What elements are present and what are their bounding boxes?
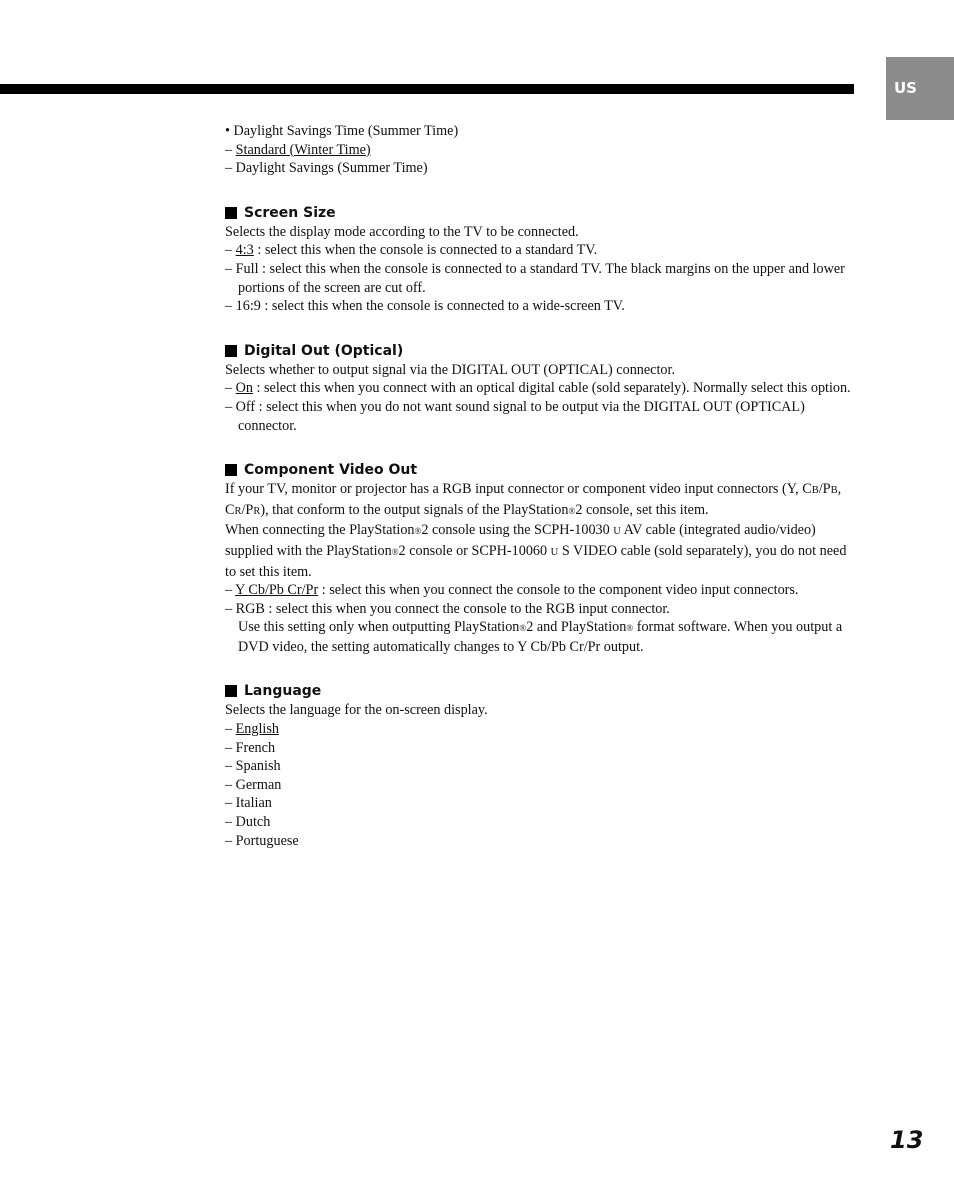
digital-out-section [225, 342, 855, 435]
language-tab-label: US [894, 79, 917, 97]
section-heading: Digital Out (Optical) [225, 342, 855, 360]
option-item: – 4:3 : select this when the console is connected to a standard TV. [225, 242, 598, 259]
option-item: – Italian [225, 795, 272, 812]
option-item: – Daylight Savings (Summer Time) [225, 160, 428, 177]
page-number: 13 [890, 1126, 924, 1154]
square-bullet-icon [225, 464, 237, 476]
dst-section [225, 122, 855, 178]
language-section [225, 682, 855, 850]
option-item: – Standard (Winter Time) [225, 141, 371, 158]
section-intro: Selects the display mode according to the TV to be connected. [225, 223, 579, 240]
square-bullet-icon [225, 345, 237, 357]
section-paragraph: If your TV, monitor or projector has a RGB input connector or component video input connectors (Y, CB/PB, CR/PR), that conform to the output signals of the PlayStation®2 console, set this item. [225, 481, 842, 518]
option-item: – German [225, 776, 282, 793]
option-item: – French [225, 739, 276, 756]
section-intro: Selects whether to output signal via the DIGITAL OUT (OPTICAL) connector. [225, 361, 676, 378]
page-content [225, 122, 855, 850]
section-heading: Screen Size [225, 204, 855, 222]
option-item: – On : select this when you connect with an optical digital cable (sold separately). Normally select this option. [225, 380, 851, 397]
option-item: – Dutch [225, 814, 271, 831]
component-video-section [225, 461, 855, 656]
dst-bullet: • Daylight Savings Time (Summer Time) [225, 123, 459, 139]
option-item: – Off : select this when you do not want sound signal to be output via the DIGITAL OUT (OPTICAL) connector. [225, 398, 805, 434]
header-rule [0, 84, 854, 94]
section-paragraph: When connecting the PlayStation®2 console using the SCPH-10030 U AV cable (integrated audio/video) supplied with the PlayStation®2 console or SCPH-10060 U S VIDEO cable (sold separately), you do not need to set this item. [225, 522, 847, 580]
option-item: – RGB : select this when you connect the console to the RGB input connector. Use this setting only when outputting PlayStation®2 and PlayStation® format software. When you output a DVD video, the setting automatically changes to Y Cb/Pb Cr/Pr output. [225, 600, 843, 655]
section-heading: Language [225, 682, 855, 700]
option-item: – Y Cb/Pb Cr/Pr : select this when you connect the console to the component video input connectors. [225, 582, 799, 599]
section-heading: Component Video Out [225, 461, 855, 479]
option-item: – Spanish [225, 758, 281, 775]
option-item: – 16:9 : select this when the console is connected to a wide-screen TV. [225, 298, 625, 315]
screen-size-section [225, 204, 855, 316]
option-item: – English [225, 721, 279, 738]
section-intro: Selects the language for the on-screen display. [225, 702, 488, 719]
square-bullet-icon [225, 685, 237, 697]
option-item: – Portuguese [225, 832, 299, 849]
option-item: – Full : select this when the console is connected to a standard TV. The black margins on the upper and lower portions of the screen are cut off. [225, 260, 845, 296]
language-tab [886, 57, 954, 120]
square-bullet-icon [225, 207, 237, 219]
